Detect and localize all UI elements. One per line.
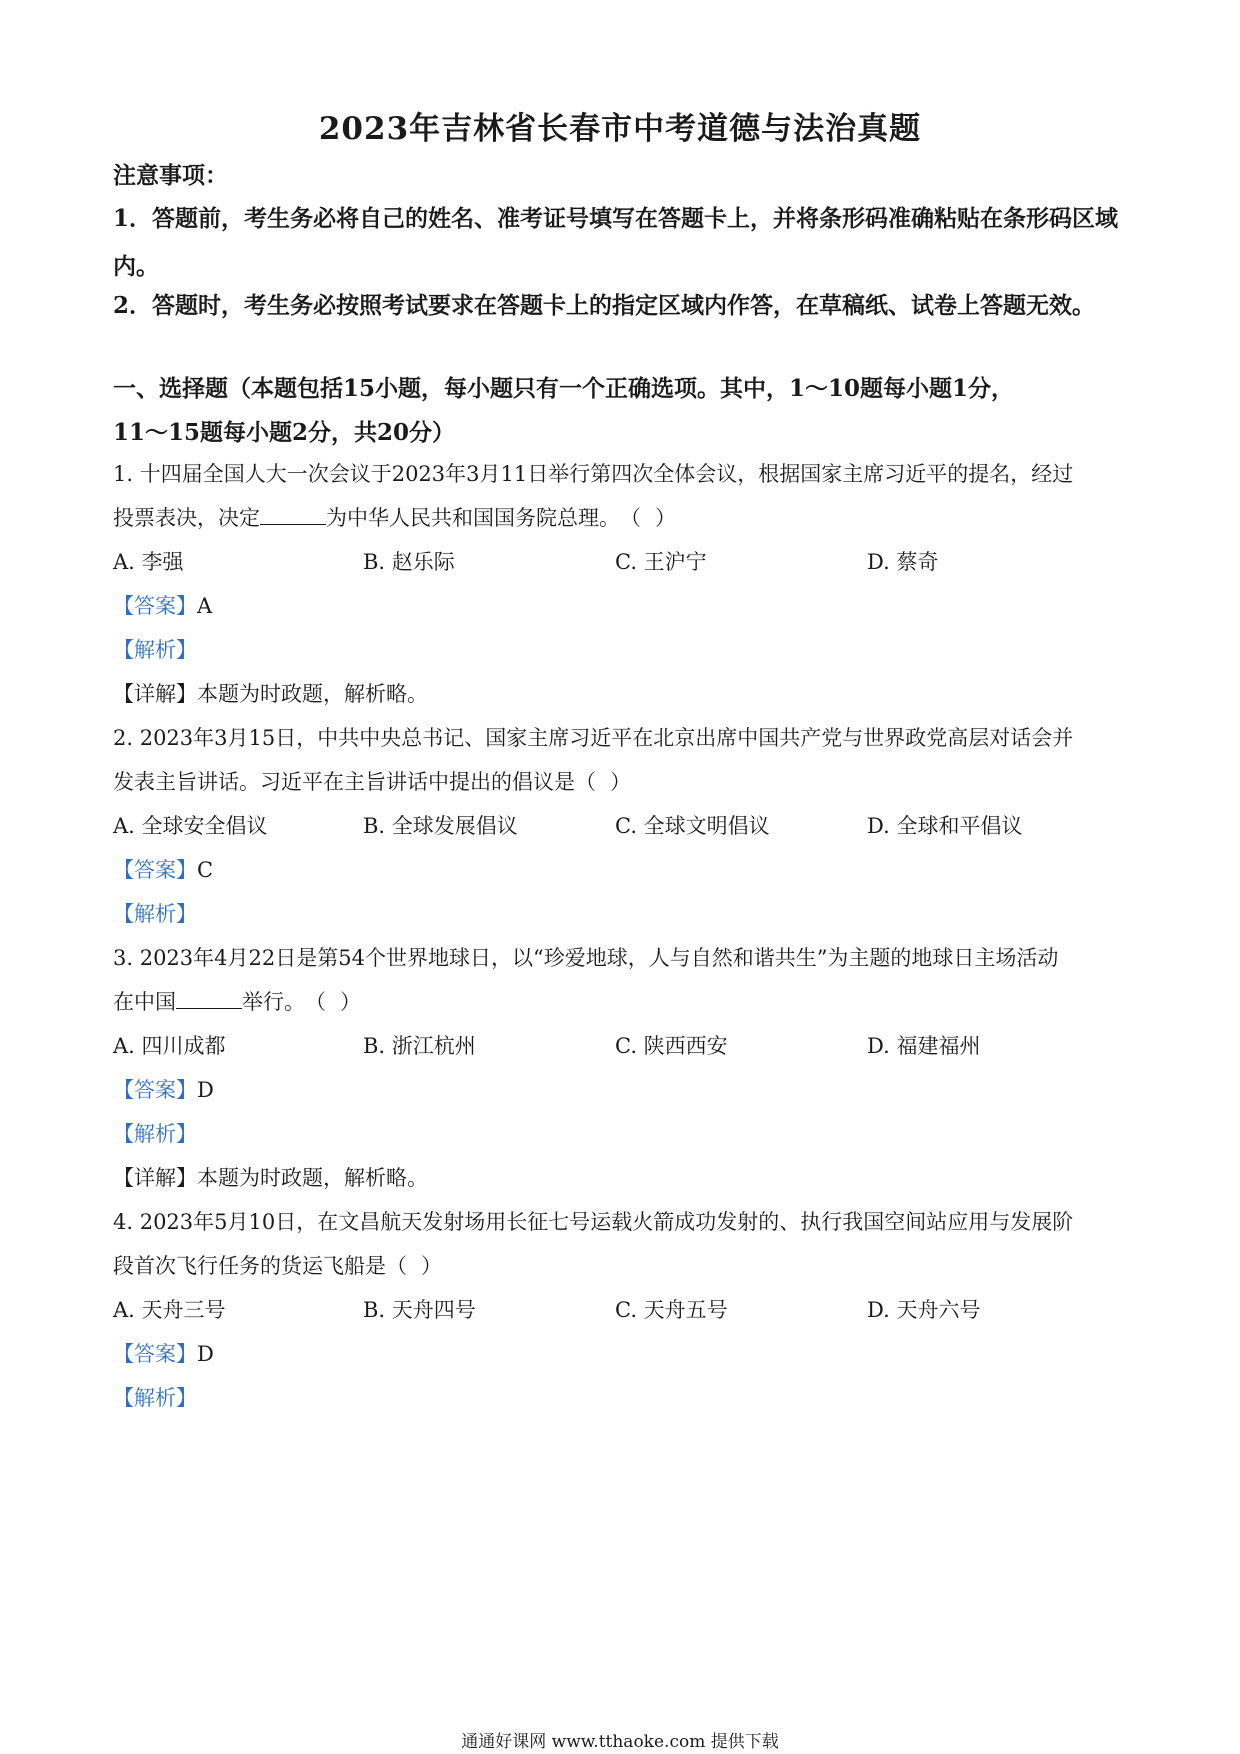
question-2-line-2: 发表主旨讲话。习近平在主旨讲话中提出的倡议是（ ） [113,770,631,794]
question-1-line-2: 投票表决，决定 为中华人民共和国国务院总理。（ ） [113,506,676,530]
question-3-answer: 【答案】D [113,1078,214,1102]
answer-blank [260,506,326,525]
question-3-option-a: A. 四川成都 [113,1034,226,1058]
question-1-option-c: C. 王沪宁 [615,550,707,574]
question-2-answer: 【答案】C [113,858,214,882]
question-1-option-d: D. 蔡奇 [867,550,939,574]
question-1-option-b: B. 赵乐际 [363,550,455,574]
question-2-option-c: C. 全球文明倡议 [615,814,770,838]
question-4-option-b: B. 天舟四号 [363,1298,476,1322]
question-2-option-d: D. 全球和平倡议 [867,814,1023,838]
question-1-detail: 【详解】本题为时政题，解析略。 [113,682,428,706]
question-2-analysis: 【解析】 [113,902,197,926]
question-3-option-b: B. 浙江杭州 [363,1034,476,1058]
section-heading-line-2: 11～15题每小题2分，共20分） [113,419,456,446]
notice-item-1: 1．答题前，考生务必将自己的姓名、准考证号填写在答题卡上，并将条形码准确粘贴在条形码区域内。 [113,205,1119,280]
page-title: 2023年吉林省长春市中考道德与法治真题 [318,111,922,147]
question-4-option-d: D. 天舟六号 [867,1298,981,1322]
question-4-line-2: 段首次飞行任务的货运飞船是（ ） [113,1254,442,1278]
footer-source: 通通好课网 www.tthaoke.com 提供下载 [461,1732,779,1752]
question-4-option-a: A. 天舟三号 [113,1298,226,1322]
question-2-option-b: B. 全球发展倡议 [363,814,518,838]
question-2-option-a: A. 全球安全倡议 [113,814,268,838]
question-1-option-a: A. 李强 [113,550,184,574]
question-1-line-1: 1. 十四届全国人大一次会议于2023年3月11日举行第四次全体会议，根据国家主席习近平的提名，经过 [113,462,1074,486]
notice-item-2: 2．答题时，考生务必按照考试要求在答题卡上的指定区域内作答，在草稿纸、试卷上答题无效。 [113,292,1096,319]
question-3-option-d: D. 福建福州 [867,1034,981,1058]
question-4-answer: 【答案】D [113,1342,214,1366]
section-heading-line-1: 一、选择题（本题包括15小题，每小题只有一个正确选项。其中，1～10题每小题1分， [113,375,1015,402]
question-3-line-1: 3. 2023年4月22日是第54个世界地球日，以“珍爱地球，人与自然和谐共生”为主题的地球日主场活动 [113,946,1059,970]
question-4-analysis: 【解析】 [113,1386,197,1410]
question-2-line-1: 2. 2023年3月15日，中共中央总书记、国家主席习近平在北京出席中国共产党与世界政党高层对话会并 [113,726,1074,750]
question-3-detail: 【详解】本题为时政题，解析略。 [113,1166,428,1190]
question-3-analysis: 【解析】 [113,1122,197,1146]
question-3-line-2: 在中国 举行。（ ） [113,990,361,1014]
question-1-analysis: 【解析】 [113,638,197,662]
question-4-line-1: 4. 2023年5月10日，在文昌航天发射场用长征七号运载火箭成功发射的、执行我国空间站应用与发展阶 [113,1210,1074,1234]
question-1-answer: 【答案】A [113,594,213,618]
question-4-option-c: C. 天舟五号 [615,1298,728,1322]
answer-blank [176,990,242,1009]
question-3-option-c: C. 陕西西安 [615,1034,728,1058]
notice-heading: 注意事项： [113,162,228,189]
